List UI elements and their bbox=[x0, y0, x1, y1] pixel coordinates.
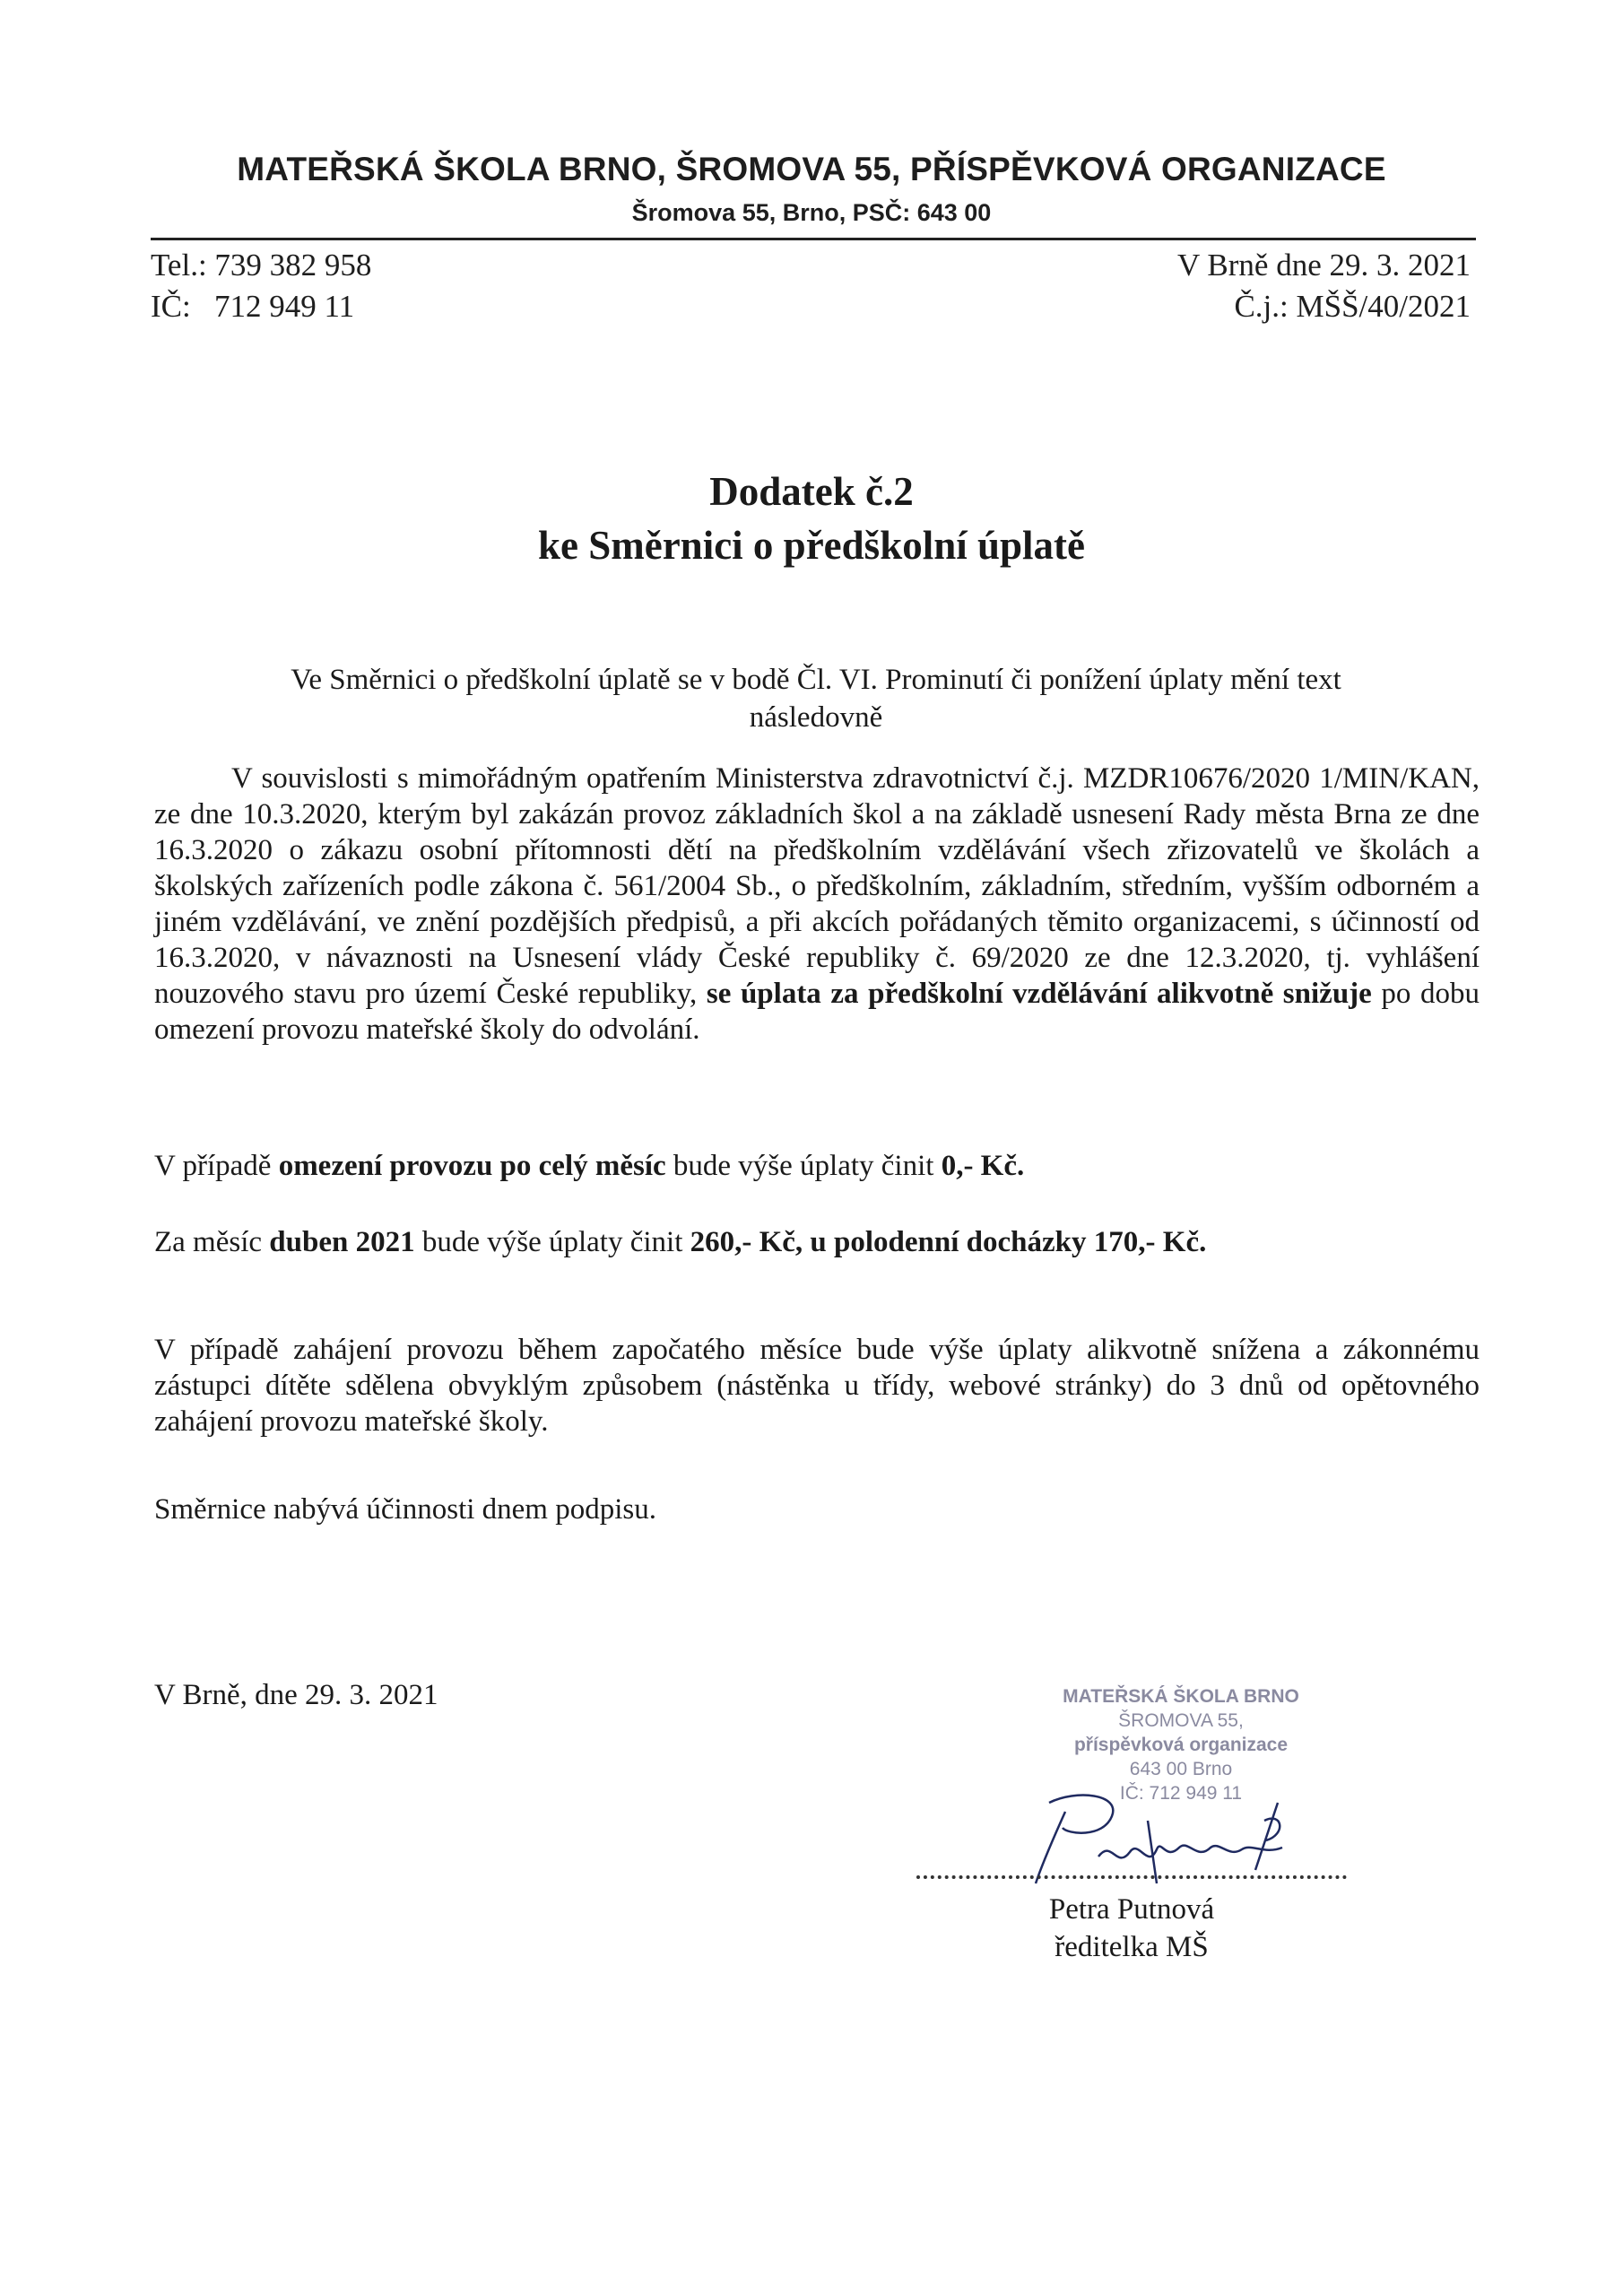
signer-name: Petra Putnová bbox=[1048, 1893, 1215, 1926]
organization-name: MATEŘSKÁ ŠKOLA BRNO, ŠROMOVA 55, PŘÍSPĚVKOVÁ ORGANIZACE bbox=[237, 151, 1386, 187]
title-line-1: Dodatek č.2 bbox=[709, 469, 914, 514]
reference-block bbox=[1177, 245, 1471, 327]
p2-bold-a: omezení provozu po celý měsíc bbox=[278, 1150, 666, 1182]
p2-text-a: V případě bbox=[154, 1150, 279, 1182]
telephone: Tel.: 739 382 958 bbox=[151, 248, 372, 283]
stamp-city: 643 00 Brno bbox=[1129, 1759, 1233, 1779]
reference-number: Č.j.: MŠŠ/40/2021 bbox=[1234, 289, 1471, 324]
stamp-org-name: MATEŘSKÁ ŠKOLA BRNO bbox=[1063, 1686, 1299, 1707]
paragraph-effective: Směrnice nabývá účinnosti dnem podpisu. bbox=[154, 1493, 656, 1526]
stamp-company-id: IČ: 712 949 11 bbox=[1119, 1783, 1243, 1804]
p2-text-b: bude výše úplaty činit bbox=[665, 1150, 942, 1182]
signature-line bbox=[916, 1870, 1347, 1879]
stamp-street: ŠROMOVA 55, bbox=[1118, 1710, 1244, 1731]
signer-block bbox=[916, 1891, 1347, 1966]
signature-text: Putnová bbox=[1013, 1785, 1017, 1786]
organization-address: Šromova 55, Brno, PSČ: 643 00 bbox=[631, 199, 992, 226]
header-divider bbox=[151, 238, 1476, 240]
signature-place-date: V Brně, dne 29. 3. 2021 bbox=[154, 1679, 438, 1711]
paragraph-main-emphasis: se úplata za předškolní vzdělávání alikvotně snižuje bbox=[706, 978, 1372, 1010]
paragraph-full-month bbox=[154, 1148, 1480, 1184]
document-title bbox=[0, 465, 1623, 572]
intro-text: Ve Směrnici o předškolní úplatě se v bodě Čl. VI. Prominutí či ponížení úplaty mění text následovně bbox=[291, 664, 1341, 734]
paragraph-main bbox=[154, 761, 1480, 1048]
company-id: IČ: 712 949 11 bbox=[151, 289, 355, 324]
paragraph-main-text: V souvislosti s mimořádným opatřením Ministerstva zdravotnictví č.j. MZDR10676/2020 1/MIN/KAN, ze dne 10.3.2020, kterým byl zakázán provoz základních škol a na základě usnesení Rady města Brna ze dne 16.3.2020 o zákazu osobní přítomnosti dětí na předškolním vzdělávání všech zřizovatelů ve školách a školských zařízeních podle zákona č. 561/2004 Sb., o předškolním, základním, středním, vyšším odborném a jiném vzdělávání, ve znění pozdějších předpisů, a při akcích pořádaných těmito organizacemi, s účinností od 16.3.2020, v návaznosti na Usnesení vlády České republiky č. 69/2020 ze dne 12.3.2020, tj. vyhlášení nouzového stavu pro území České republiky, bbox=[154, 762, 1480, 1010]
p3-bold-a: duben 2021 bbox=[269, 1226, 415, 1258]
paragraph-april bbox=[154, 1224, 1480, 1260]
p3-text-a: Za měsíc bbox=[154, 1226, 270, 1258]
signer-role: ředitelka MŠ bbox=[1055, 1931, 1209, 1963]
title-line-2: ke Směrnici o předškolní úplatě bbox=[537, 523, 1086, 568]
p3-bold-b: 260,- Kč, u polodenní docházky 170,- Kč. bbox=[690, 1226, 1207, 1258]
stamp-org-type: příspěvková organizace bbox=[1073, 1735, 1289, 1755]
issue-place-date: V Brně dne 29. 3. 2021 bbox=[1177, 248, 1471, 283]
p2-bold-b: 0,- Kč. bbox=[941, 1150, 1025, 1182]
paragraph-reopening: V případě zahájení provozu během započatého měsíce bude výše úplaty alikvotně snížena a zákonnému zástupci dítěte sdělena obvyklým způsobem (nástěnka u třídy, webové stránky) do 3 dnů od opětovného zahájení provozu mateřské školy. bbox=[154, 1334, 1480, 1438]
contact-block bbox=[151, 245, 371, 327]
paragraph-main-end: po dobu omezení provozu mateřské školy do odvolání. bbox=[154, 978, 1480, 1046]
p3-text-b: bude výše úplaty činit bbox=[414, 1226, 690, 1258]
